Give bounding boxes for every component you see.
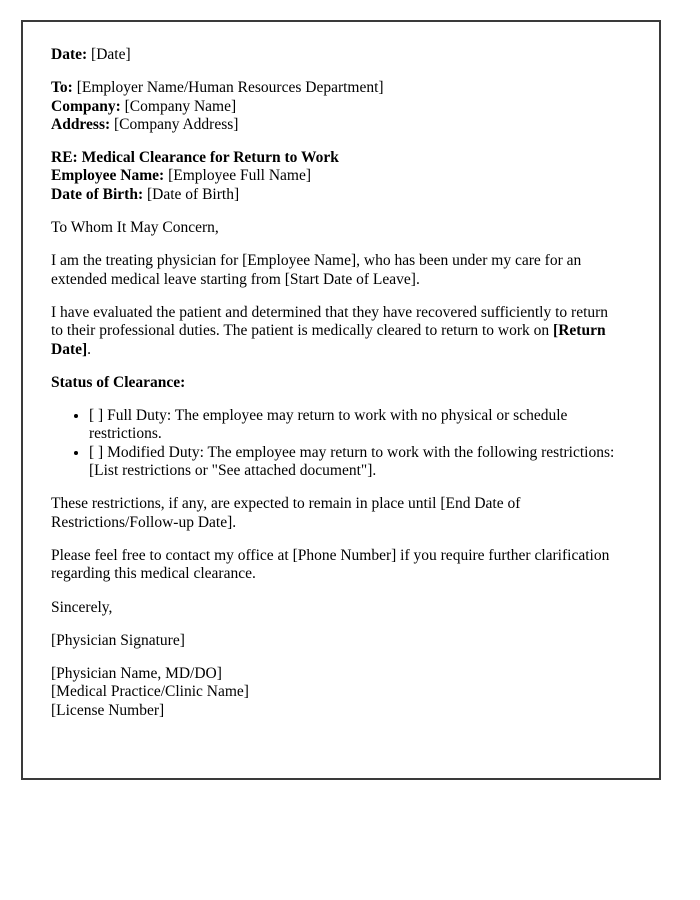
- paragraph-introduction: I am the treating physician for [Employee Name], who has been under my care for an extended medical leave starting from [Start Date of Leave].: [51, 252, 582, 288]
- closing-line: Sincerely,: [51, 598, 113, 616]
- to-line: [51, 79, 631, 97]
- letter-document: [21, 20, 661, 780]
- return-date-placeholder-end: Date]: [51, 340, 88, 358]
- date-line: [51, 46, 631, 64]
- license-number-line: [License Number]: [51, 701, 165, 719]
- status-of-clearance-heading: Status of Clearance:: [51, 373, 186, 391]
- paragraph-clearance: I have evaluated the patient and determined that they have recovered sufficiently to return to their professional duties. The patient is medically cleared to return to work on [Return Date].: [51, 303, 609, 358]
- dob-label: Date of Birth:: [51, 185, 144, 203]
- to-label: To:: [51, 79, 73, 97]
- practice-name-line: [Medical Practice/Clinic Name]: [51, 683, 249, 701]
- address-label: Address:: [51, 115, 111, 133]
- signature-block: [51, 665, 631, 720]
- physician-name-line: [Physician Name, MD/DO]: [51, 665, 222, 683]
- date-label: Date:: [51, 46, 88, 63]
- company-label: Company:: [51, 97, 121, 115]
- salutation-line: To Whom It May Concern,: [51, 219, 219, 237]
- date-value: [Date]: [87, 46, 131, 63]
- paragraph-restrictions-duration: These restrictions, if any, are expected to remain in place until [End Date of Restrictions/Follow-up Date].: [51, 495, 521, 531]
- to-value: [Employer Name/Human Resources Department]: [72, 79, 384, 97]
- dob-value: [Date of Birth]: [143, 185, 240, 203]
- status-options-list: [51, 407, 631, 480]
- subject-block: [51, 149, 631, 204]
- company-line: [51, 98, 631, 116]
- address-value: [Company Address]: [110, 115, 239, 133]
- recipient-block: [51, 79, 631, 134]
- list-item-modified-duty: • [ ] Modified Duty: The employee may return to work with the following restrictions: [List restrictions or "See attached document"].: [89, 444, 631, 481]
- address-line: [51, 116, 631, 134]
- employee-name-value: [Employee Full Name]: [164, 167, 311, 185]
- return-date-placeholder-start: [Return: [553, 322, 606, 340]
- employee-name-label: Employee Name:: [51, 167, 165, 185]
- list-item-full-duty: • [ ] Full Duty: The employee may return to work with no physical or schedule restrictions.: [89, 407, 631, 444]
- re-subject-line: RE: Medical Clearance for Return to Work: [51, 149, 339, 167]
- dob-line: [51, 186, 631, 204]
- paragraph-contact: Please feel free to contact my office at [Phone Number] if you require further clarification regarding this medical clearance.: [51, 546, 610, 583]
- signature-placeholder-line: [Physician Signature]: [51, 631, 185, 649]
- company-value: [Company Name]: [120, 97, 237, 115]
- employee-name-line: [51, 167, 631, 185]
